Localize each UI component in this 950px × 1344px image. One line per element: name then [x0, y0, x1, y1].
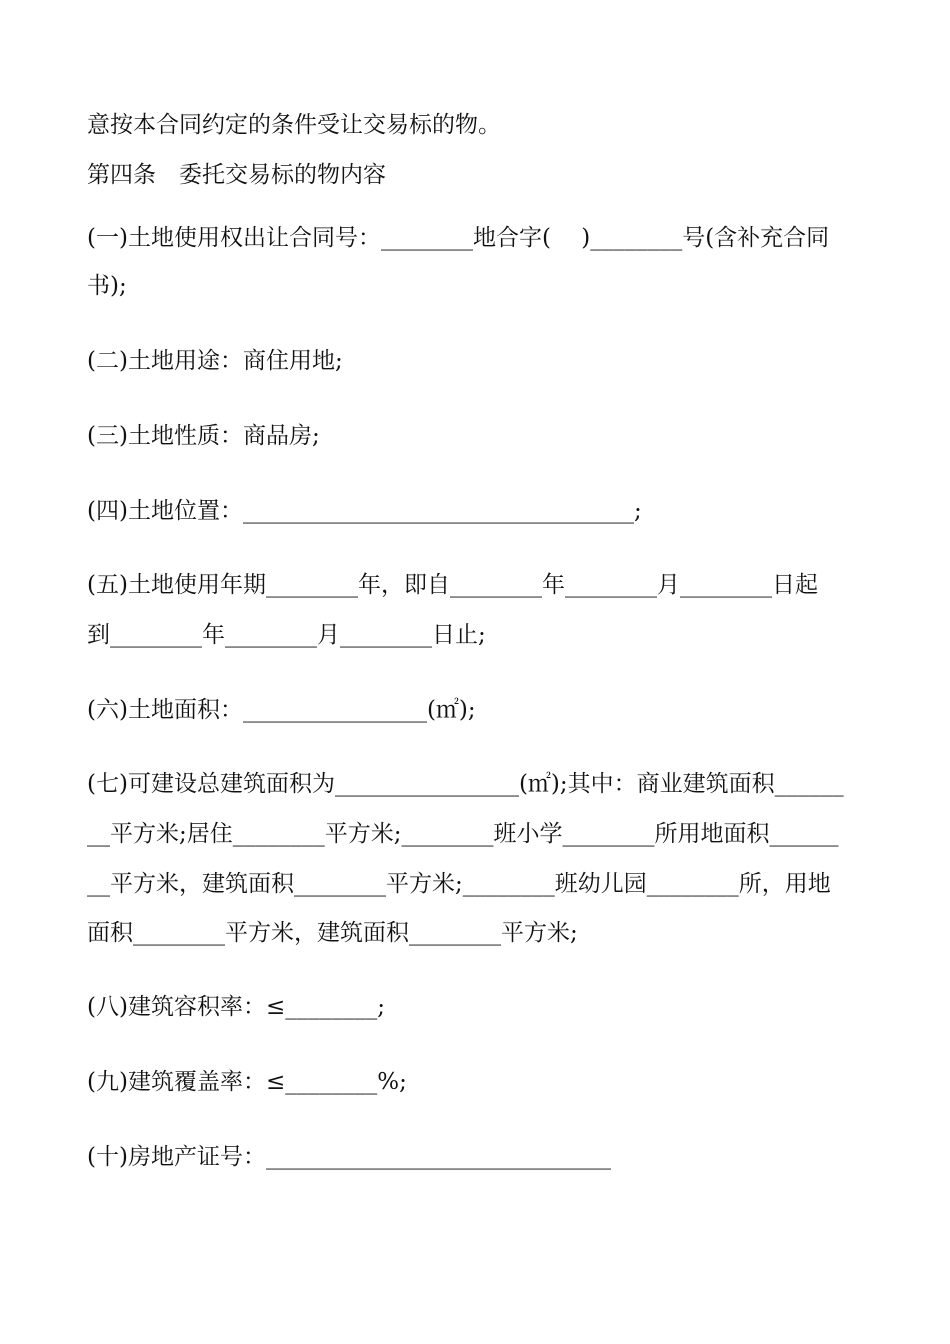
- clause-7-line-1: (七)可建设总建筑面积为________________(㎡);其中：商业建筑面积______: [87, 771, 844, 797]
- section-heading: 第四条 委托交易标的物内容: [87, 162, 386, 188]
- clause-10: (十)房地产证号：______________________________: [87, 1144, 611, 1170]
- clause-7-line-3: __平方米，建筑面积________平方米;________班幼儿园________所，用地: [87, 871, 831, 897]
- clause-3: (三)土地性质：商品房;: [87, 423, 320, 449]
- clause-7-line-4: 面积________平方米，建筑面积________平方米;: [87, 920, 578, 946]
- clause-6: (六)土地面积：________________(㎡);: [87, 697, 476, 723]
- clause-1-line-2: 书);: [87, 273, 127, 299]
- clause-5-line-2: 到________年________月________日止;: [87, 622, 486, 648]
- clause-5-line-1: (五)土地使用年期________年，即自________年________月________日起: [87, 572, 818, 598]
- clause-4: (四)土地位置：__________________________________;: [87, 498, 642, 524]
- clause-8: (八)建筑容积率：≤________;: [87, 994, 385, 1020]
- clause-9: (九)建筑覆盖率：≤________%;: [87, 1069, 407, 1095]
- clause-7-line-2: __平方米;居住________平方米;________班小学________所用地面积______: [87, 821, 839, 847]
- clause-1-line-1: (一)土地使用权出让合同号：________地合字( )________号(含补充合同: [87, 225, 830, 251]
- text-line-intro: 意按本合同约定的条件受让交易标的物。: [87, 112, 501, 138]
- clause-2: (二)土地用途：商住用地;: [87, 348, 343, 374]
